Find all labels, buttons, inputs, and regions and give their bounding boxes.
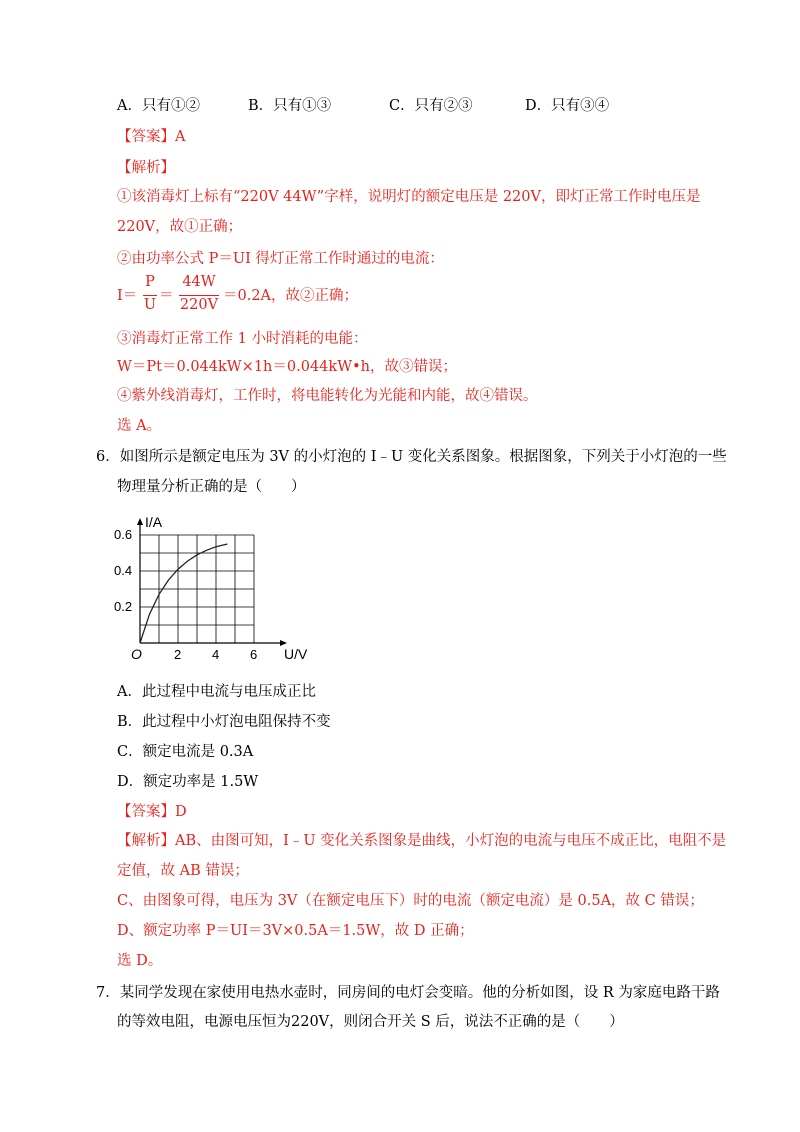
q5-conclusion: 选 A。 <box>117 418 162 434</box>
fraction-bar <box>143 295 157 296</box>
q5-analysis-line-1: ①该消毒灯上标有“220V 44W”字样，说明灯的额定电压是 220V，即灯正常工作时电压是 <box>117 189 701 205</box>
y-tick-label: 0.2 <box>114 599 133 614</box>
q6-option-d: D．额定功率是 1.5W <box>117 774 259 790</box>
q6-conclusion: 选 D。 <box>117 953 163 969</box>
q5-formula <box>117 274 417 318</box>
q6-option-c: C．额定电流是 0.3A <box>117 744 254 760</box>
formula-fraction-power-voltage <box>177 274 221 318</box>
x-tick-label: 2 <box>174 647 182 662</box>
q6-analysis-line-1: 【解析】AB、由图可知，I﹣U 变化关系图象是曲线，小灯泡的电流与电压不成正比，电阻不是 <box>117 833 727 849</box>
q5-option-c: C．只有②③ <box>389 98 473 114</box>
q6-option-b: B．此过程中小灯泡电阻保持不变 <box>117 714 331 730</box>
formula-fraction-p-u <box>143 274 157 318</box>
fraction-numerator: P <box>145 274 155 290</box>
q5-option-d: D．只有③④ <box>525 98 610 114</box>
formula-suffix: ＝0.2A，故②正确； <box>223 288 359 304</box>
iu-graph <box>112 503 332 663</box>
iu-curve <box>140 544 227 643</box>
q6-analysis-line-4: D、额定功率 P＝UI＝3V×0.5A＝1.5W，故 D 正确； <box>117 923 474 939</box>
fraction-denominator: U <box>143 297 157 313</box>
q5-option-b: B．只有①③ <box>248 98 332 114</box>
q5-analysis-line-3: ②由功率公式 P＝UI 得灯正常工作时通过的电流： <box>117 251 444 267</box>
q6-stem-line-1: 6．如图所示是额定电压为 3V 的小灯泡的 I﹣U 变化关系图象。根据图象，下列关于小灯泡的一些 <box>96 449 727 465</box>
x-tick-label: 6 <box>250 647 258 662</box>
q5-analysis-title: 【解析】 <box>117 160 175 176</box>
q7-stem-line-1: 7．某同学发现在家使用电热水壶时，同房间的电灯会变暗。他的分析如图，设 R 为家庭电路干路 <box>96 985 720 1001</box>
fraction-bar <box>179 295 219 296</box>
q6-answer: 【答案】D <box>117 804 187 820</box>
formula-equals: ＝ <box>159 288 174 304</box>
q6-stem-line-2: 物理量分析正确的是（ ） <box>117 479 306 495</box>
y-tick-label: 0.4 <box>114 563 133 578</box>
q5-analysis-line-5: W＝Pt＝0.044kW×1h＝0.044kW•h，故③错误； <box>117 359 457 375</box>
origin-label: O <box>131 646 142 662</box>
fraction-numerator: 44W <box>182 274 216 290</box>
x-axis-label: U/V <box>284 646 308 662</box>
q5-analysis-line-2: 220V，故①正确； <box>117 219 243 235</box>
q7-stem-line-2: 的等效电阻，电源电压恒为220V，则闭合开关 S 后，说法不正确的是（ ） <box>117 1014 624 1030</box>
y-axis-label: I/A <box>145 514 163 530</box>
y-axis-arrow <box>137 518 143 525</box>
formula-prefix: I＝ <box>117 288 138 304</box>
q6-analysis-line-2: 定值，故 AB 错误； <box>117 863 249 879</box>
q5-option-a: A．只有①② <box>117 98 200 114</box>
q5-analysis-line-6: ④紫外线消毒灯，工作时，将电能转化为光能和内能，故④错误。 <box>117 388 538 404</box>
q6-option-a: A．此过程中电流与电压成正比 <box>117 684 316 700</box>
x-tick-label: 4 <box>212 647 220 662</box>
fraction-denominator: 220V <box>179 297 219 313</box>
y-tick-label: 0.6 <box>114 527 133 542</box>
q5-analysis-line-4: ③消毒灯正常工作 1 小时消耗的电能： <box>117 331 368 347</box>
q5-answer: 【答案】A <box>117 129 186 145</box>
q6-analysis-line-3: C、由图象可得，电压为 3V（在额定电压下）时的电流（额定电流）是 0.5A，故 C 错误； <box>117 893 704 909</box>
